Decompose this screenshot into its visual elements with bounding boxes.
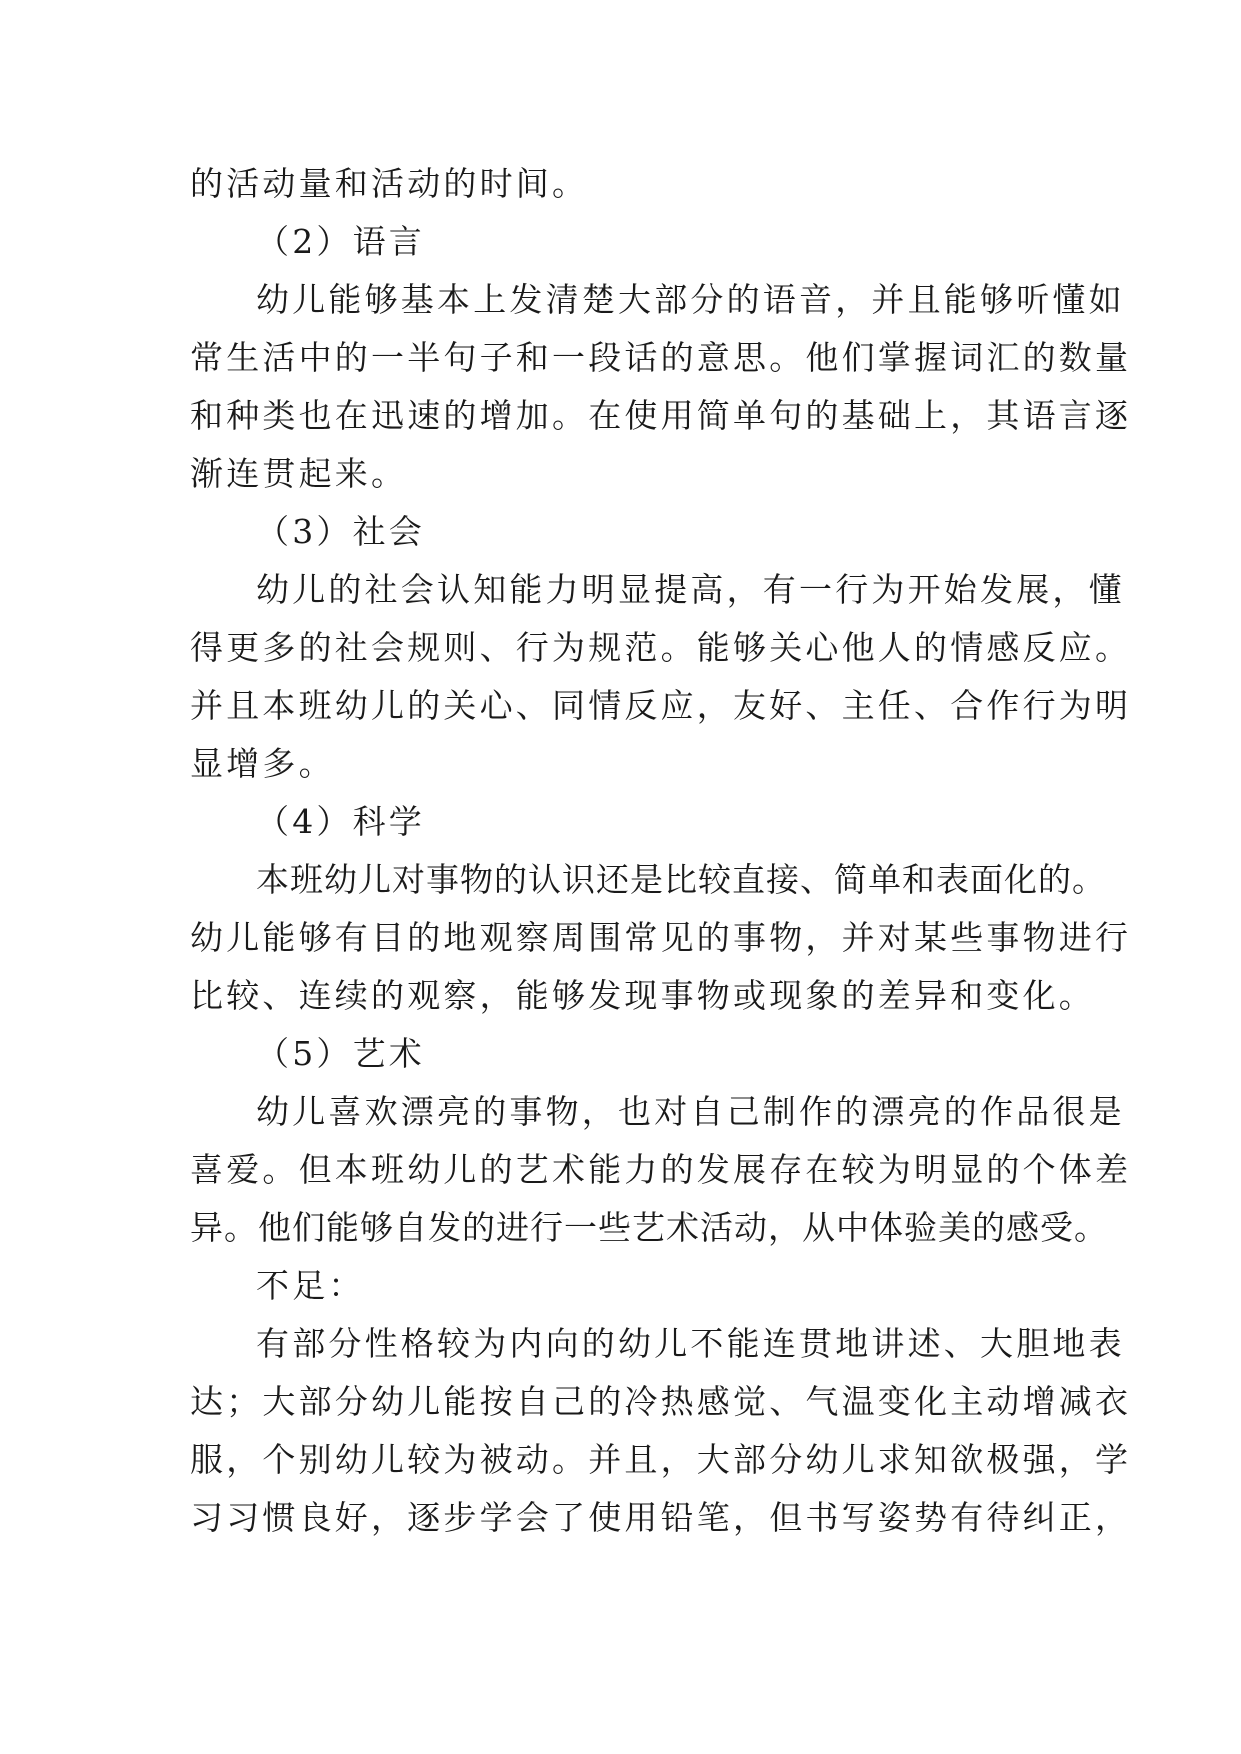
text-line-6: 渐连贯起来。 bbox=[190, 454, 408, 493]
text-line-4: 常生活中的一半句子和一段话的意思。他们掌握词汇的数量 bbox=[190, 338, 1132, 377]
section-heading-art: （5）艺术 bbox=[256, 1034, 425, 1073]
text-line-15: 比较、连续的观察，能够发现事物或现象的差异和变化。 bbox=[190, 976, 1095, 1015]
text-line-14: 幼儿能够有目的地观察周围常见的事物，并对某些事物进行 bbox=[190, 918, 1132, 957]
text-line-13: 本班幼儿对事物的认识还是比较直接、简单和表面化的。 bbox=[256, 860, 1106, 899]
text-line-9: 得更多的社会规则、行为规范。能够关心他人的情感反应。 bbox=[190, 628, 1132, 667]
text-line-21: 有部分性格较为内向的幼儿不能连贯地讲述、大胆地表 bbox=[256, 1324, 1125, 1363]
text-line-17: 幼儿喜欢漂亮的事物，也对自己制作的漂亮的作品很是 bbox=[256, 1092, 1125, 1131]
text-line-18: 喜爱。但本班幼儿的艺术能力的发展存在较为明显的个体差 bbox=[190, 1150, 1132, 1189]
document-body bbox=[190, 155, 1132, 1547]
section-heading-science: （4）科学 bbox=[256, 802, 425, 841]
text-line-22: 达；大部分幼儿能按自己的冷热感觉、气温变化主动增减衣 bbox=[190, 1382, 1132, 1421]
text-line-8: 幼儿的社会认知能力明显提高，有一行为开始发展，懂 bbox=[256, 570, 1125, 609]
text-line-3: 幼儿能够基本上发清楚大部分的语音，并且能够听懂如 bbox=[256, 280, 1125, 319]
text-line-10: 并且本班幼儿的关心、同情反应，友好、主任、合作行为明 bbox=[190, 686, 1132, 725]
text-line-23: 服，个别幼儿较为被动。并且，大部分幼儿求知欲极强，学 bbox=[190, 1440, 1132, 1479]
text-line-1: 的活动量和活动的时间。 bbox=[190, 164, 589, 203]
section-heading-shortcomings: 不足： bbox=[256, 1266, 365, 1305]
text-line-24: 习习惯良好，逐步学会了使用铅笔，但书写姿势有待纠正， bbox=[190, 1498, 1132, 1537]
section-heading-society: （3）社会 bbox=[256, 512, 425, 551]
text-line-11: 显增多。 bbox=[190, 744, 335, 783]
text-line-5: 和种类也在迅速的增加。在使用简单句的基础上，其语言逐 bbox=[190, 396, 1132, 435]
section-heading-language: （2）语言 bbox=[256, 222, 425, 261]
text-line-19: 异。他们能够自发的进行一些艺术活动，从中体验美的感受。 bbox=[190, 1208, 1108, 1247]
